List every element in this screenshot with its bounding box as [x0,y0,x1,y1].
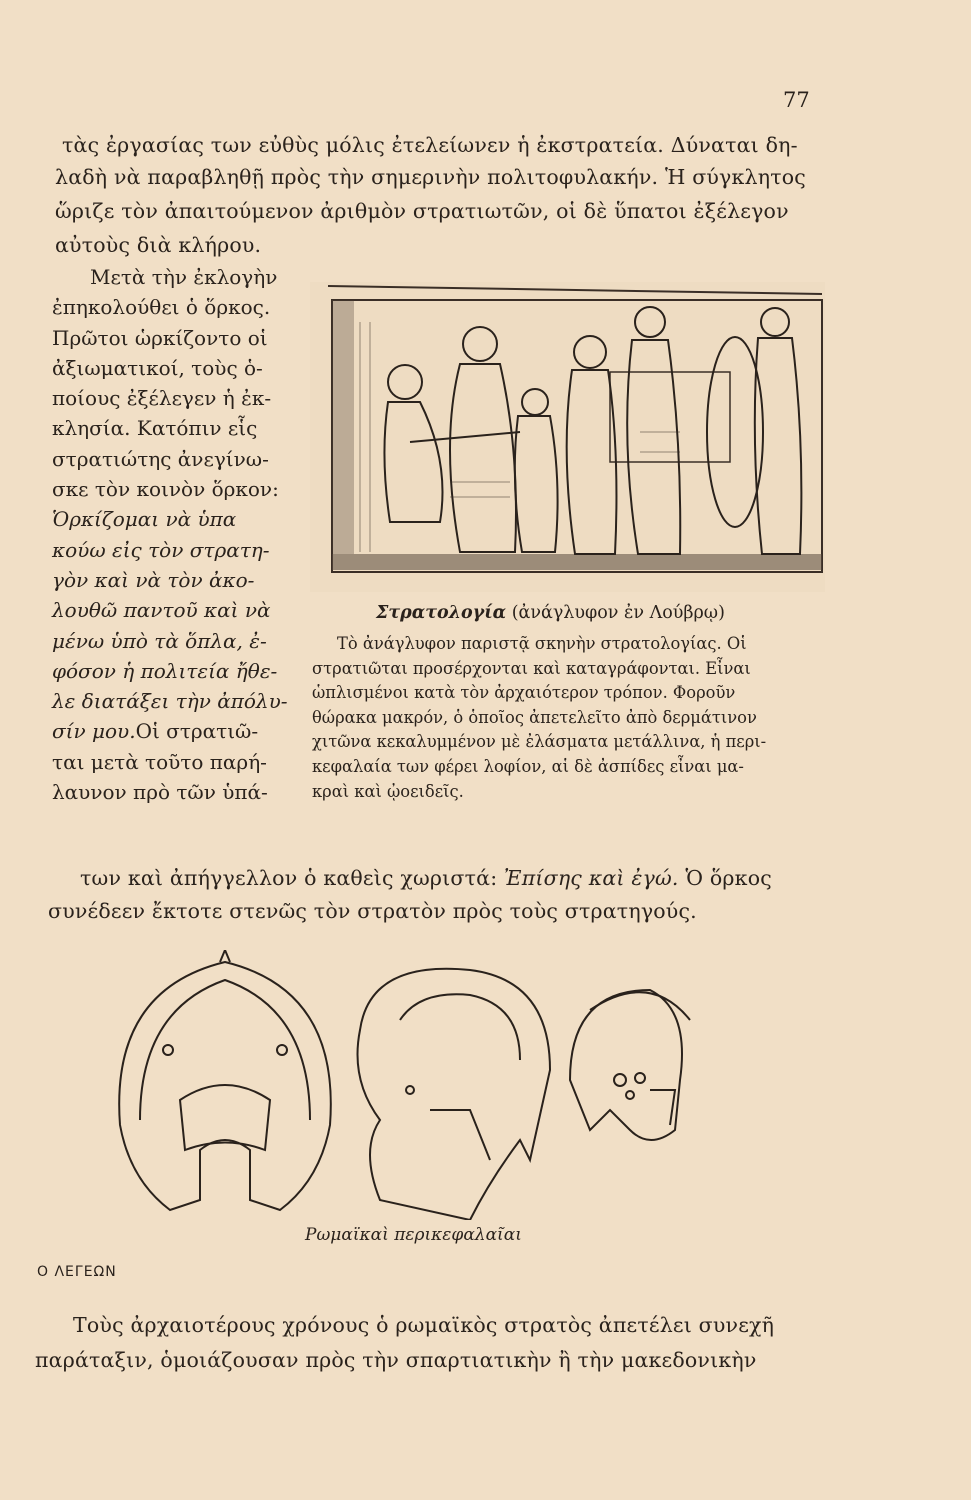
oath-line: Ὁρκίζομαι νὰ ὑπα [52,507,237,532]
section-heading: Ο ΛΕΓΕΩΝ [37,1264,117,1280]
helmet-front [119,950,331,1210]
body-line [80,866,772,890]
caption-line: χιτῶνα κεκαλυμμένον μὲ ἐλάσματα μετάλλινα, ἡ περι- [312,732,767,752]
caption-line: Τὸ ἀνάγλυφον παριστᾷ σκηνὴν στρατολογίας. Οἱ [337,634,747,653]
column-line: κλησία. Κατόπιν εἷς [52,416,258,441]
body-line: λαδὴ νὰ παραβληθῇ πρὸς τὴν σημερινὴν πολιτοφυλακήν. Ἡ σύγκλητος [55,165,806,189]
figure-title: Στρατολογία [376,603,507,623]
column-line: σκε τὸν κοινὸν ὅρκον: [52,477,279,502]
relief-illustration [310,282,825,592]
column-line: στρατιώτης ἀνεγίνω- [52,446,269,471]
figure-source: (ἀνάγλυφον ἐν Λούβρῳ) [511,603,725,623]
page-number: 77 [783,88,810,112]
oath-line: μένω ὑπὸ τὰ ὅπλα, ἐ- [52,628,267,653]
oath-line: κούω εἰς τὸν στρατη- [52,537,270,562]
column-line: ἐπηκολούθει ὁ ὅρκος. [52,295,271,320]
helmet-profile [570,990,690,1140]
helmets-caption: Ρωμαϊκαὶ περικεφαλαῖαι [305,1225,522,1245]
column-line: Μετὰ τὴν ἐκλογὴν [90,265,278,289]
helmet-side [358,969,551,1220]
column-line: λαυνον πρὸ τῶν ὑπά- [52,780,268,805]
reply-quote: Ἐπίσης καὶ ἐγώ. [504,866,679,890]
column-line: Οἱ στρατιῶ- [135,719,259,744]
caption-line: κεφαλαία των φέρει λοφίον, αἱ δὲ ἀσπίδες εἶναι μα- [312,756,744,776]
column-line: ἀξιωματικοί, τοὺς ὁ- [52,355,263,380]
oath-line: λουθῶ παντοῦ καὶ νὰ [52,598,271,623]
caption-line: ὡπλισμένοι κατὰ τὸν ἀρχαιότερον τρόπον. Φοροῦν [312,683,736,703]
body-line: Τοὺς ἀρχαιοτέρους χρόνους ὁ ρωμαϊκὸς στρατὸς ἀπετέλει συνεχῆ [73,1313,775,1337]
oath-line: λε διατάξει τὴν ἀπόλυ- [52,689,288,714]
body-line: συνέδεεν ἔκτοτε στενῶς τὸν στρατὸν πρὸς τοὺς στρατηγούς. [48,899,697,923]
column-line: Πρῶτοι ὡρκίζοντο οἱ [52,325,268,350]
body-text: Ὁ ὅρκος [685,866,772,890]
body-line: τὰς ἐργασίας των εὐθὺς μόλις ἐτελείωνεν ἡ ἐκστρατεία. Δύναται δη- [62,133,798,157]
figure-caption [312,632,837,804]
column-line: ται μετὰ τοῦτο παρή- [52,749,267,774]
figure-caption-title [376,603,725,623]
caption-line: θώρακα μακρόν, ὁ ὁποῖος ἀπετελεῖτο ἀπὸ δερμάτινον [312,707,757,727]
oath-line: γὸν καὶ νὰ τὸν ἀκο- [52,567,255,592]
body-line: παράταξιν, ὁμοιάζουσαν πρὸς τὴν σπαρτιατικὴν ἢ τὴν μακεδονικὴν [35,1348,757,1372]
body-line: αὐτοὺς διὰ κλήρου. [55,233,262,257]
body-line: ὥριζε τὸν ἀπαιτούμενον ἀριθμὸν στρατιωτῶν, οἱ δὲ ὕπατοι ἐξέλεγον [55,199,789,223]
caption-line: κραὶ καὶ ᾠοειδεῖς. [312,781,464,801]
body-text: των καὶ ἀπήγγελλον ὁ καθεὶς χωριστά: [80,866,498,890]
side-column [52,262,307,807]
oath-line: σίν μου. [52,719,136,744]
caption-line: στρατιῶται προσέρχονται καὶ καταγράφονται. Εἶναι [312,658,751,678]
column-line: ποίους ἐξέλεγεν ἡ ἐκ- [52,386,272,411]
oath-line: φόσον ἡ πολιτεία ἤθε- [52,658,278,683]
helmets-illustration [50,950,700,1220]
